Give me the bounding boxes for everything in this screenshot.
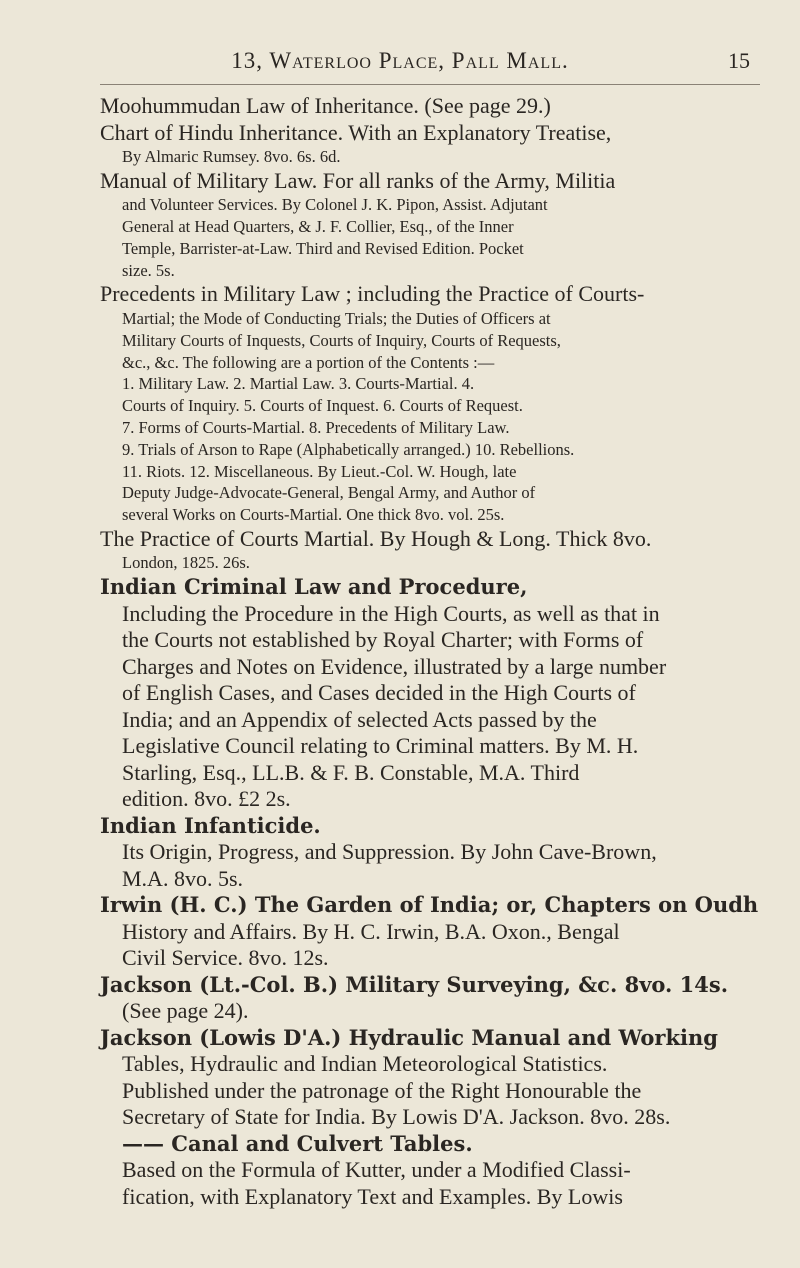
entry-heading: Jackson (Lowis D'A.) Hydraulic Manual and Working	[100, 1024, 718, 1050]
entry-line: 11. Riots. 12. Miscellaneous. By Lieut.-Col. W. Hough, late	[122, 461, 517, 481]
entry-heading: Irwin (H. C.) The Garden of India; or, Chapters on Oudh	[100, 892, 759, 918]
entry-line: General at Head Quarters, & J. F. Collier, Esq., of the Inner	[122, 217, 514, 237]
entry-heading: Jackson (Lt.-Col. B.) Military Surveying, &c. 8vo. 14s.	[100, 971, 729, 997]
entry-line: Deputy Judge-Advocate-General, Bengal Army, and Author of	[122, 483, 536, 503]
entry-line: Precedents in Military Law ; including the Practice of Courts-	[100, 281, 645, 307]
entry-line: Temple, Barrister-at-Law. Third and Revised Edition. Pocket	[122, 238, 524, 258]
entry-line: of English Cases, and Cases decided in the High Courts of	[122, 680, 636, 706]
catalogue-entry	[100, 1025, 770, 1131]
entry-line: (See page 24).	[122, 998, 249, 1024]
entry-line: 9. Trials of Arson to Rape (Alphabetically arranged.) 10. Rebellions.	[122, 439, 575, 459]
catalogue-entry	[100, 281, 770, 525]
entry-line: Civil Service. 8vo. 12s.	[122, 945, 329, 971]
header-rule	[100, 84, 760, 85]
entry-line: Moohummudan Law of Inheritance. (See page 29.)	[100, 93, 551, 118]
entry-line: Courts of Inquiry. 5. Courts of Inquest. 6. Courts of Request.	[122, 396, 523, 416]
running-header	[0, 44, 800, 84]
entry-line: Including the Procedure in the High Courts, as well as that in	[122, 600, 660, 626]
entry-line: Its Origin, Progress, and Suppression. By John Cave-Brown,	[122, 839, 657, 865]
entry-line: India; and an Appendix of selected Acts passed by the	[122, 706, 597, 732]
entry-line: M.A. 8vo. 5s.	[122, 865, 244, 891]
entry-line: 1. Military Law. 2. Martial Law. 3. Courts-Martial. 4.	[122, 374, 475, 394]
entry-line: Manual of Military Law. For all ranks of the Army, Militia	[100, 167, 616, 193]
entry-line: the Courts not established by Royal Charter; with Forms of	[122, 627, 644, 653]
entry-line: fication, with Explanatory Text and Examples. By Lowis	[122, 1183, 623, 1209]
entry-line: Tables, Hydraulic and Indian Meteorological Statistics.	[122, 1051, 608, 1077]
entry-line: Secretary of State for India. By Lowis D'A. Jackson. 8vo. 28s.	[122, 1104, 671, 1130]
entry-heading: Indian Infanticide.	[100, 812, 321, 838]
entry-line: several Works on Courts-Martial. One thick 8vo. vol. 25s.	[122, 505, 505, 525]
entry-line: Chart of Hindu Inheritance. With an Explanatory Treatise,	[100, 119, 612, 145]
entry-line: &c., &c. The following are a portion of the Contents :—	[122, 352, 495, 372]
catalogue-entry	[100, 892, 770, 972]
catalogue-entry	[100, 972, 770, 1025]
header-title: 13, Waterloo Place, Pall Mall.	[231, 48, 569, 73]
entry-heading: —— Canal and Culvert Tables.	[122, 1130, 473, 1156]
entry-line: Legislative Council relating to Criminal matters. By M. H.	[122, 733, 639, 759]
catalogue-entry	[100, 526, 770, 574]
entry-line: and Volunteer Services. By Colonel J. K. Pipon, Assist. Adjutant	[122, 195, 548, 215]
entry-line: Published under the patronage of the Right Honourable the	[122, 1077, 642, 1103]
catalogue-entry	[100, 93, 770, 120]
entry-line: History and Affairs. By H. C. Irwin, B.A. Oxon., Bengal	[122, 918, 620, 944]
entry-line: 7. Forms of Courts-Martial. 8. Precedents of Military Law.	[122, 417, 510, 437]
entry-line: By Almaric Rumsey. 8vo. 6s. 6d.	[122, 147, 341, 166]
entry-line: size. 5s.	[122, 260, 175, 280]
page-number: 15	[728, 48, 750, 73]
entry-line: Martial; the Mode of Conducting Trials; the Duties of Officers at	[122, 308, 551, 328]
entry-line: Based on the Formula of Kutter, under a Modified Classi-	[122, 1157, 631, 1183]
entry-line: Starling, Esq., LL.B. & F. B. Constable, M.A. Third	[122, 759, 580, 785]
catalogue-entry	[100, 813, 770, 893]
catalogue-entry	[100, 120, 770, 168]
entry-line: London, 1825. 26s.	[122, 553, 250, 573]
catalogue-list	[100, 93, 770, 1210]
catalogue-entry	[100, 168, 770, 282]
catalogue-entry	[100, 574, 770, 813]
catalogue-entry	[100, 1131, 770, 1211]
entry-line: Military Courts of Inquests, Courts of Inquiry, Courts of Requests,	[122, 330, 561, 350]
entry-line: Charges and Notes on Evidence, illustrated by a large number	[122, 653, 667, 679]
entry-line: The Practice of Courts Martial. By Hough & Long. Thick 8vo.	[100, 525, 652, 551]
entry-heading: Indian Criminal Law and Procedure,	[100, 574, 528, 600]
entry-line: edition. 8vo. £2 2s.	[122, 786, 291, 812]
